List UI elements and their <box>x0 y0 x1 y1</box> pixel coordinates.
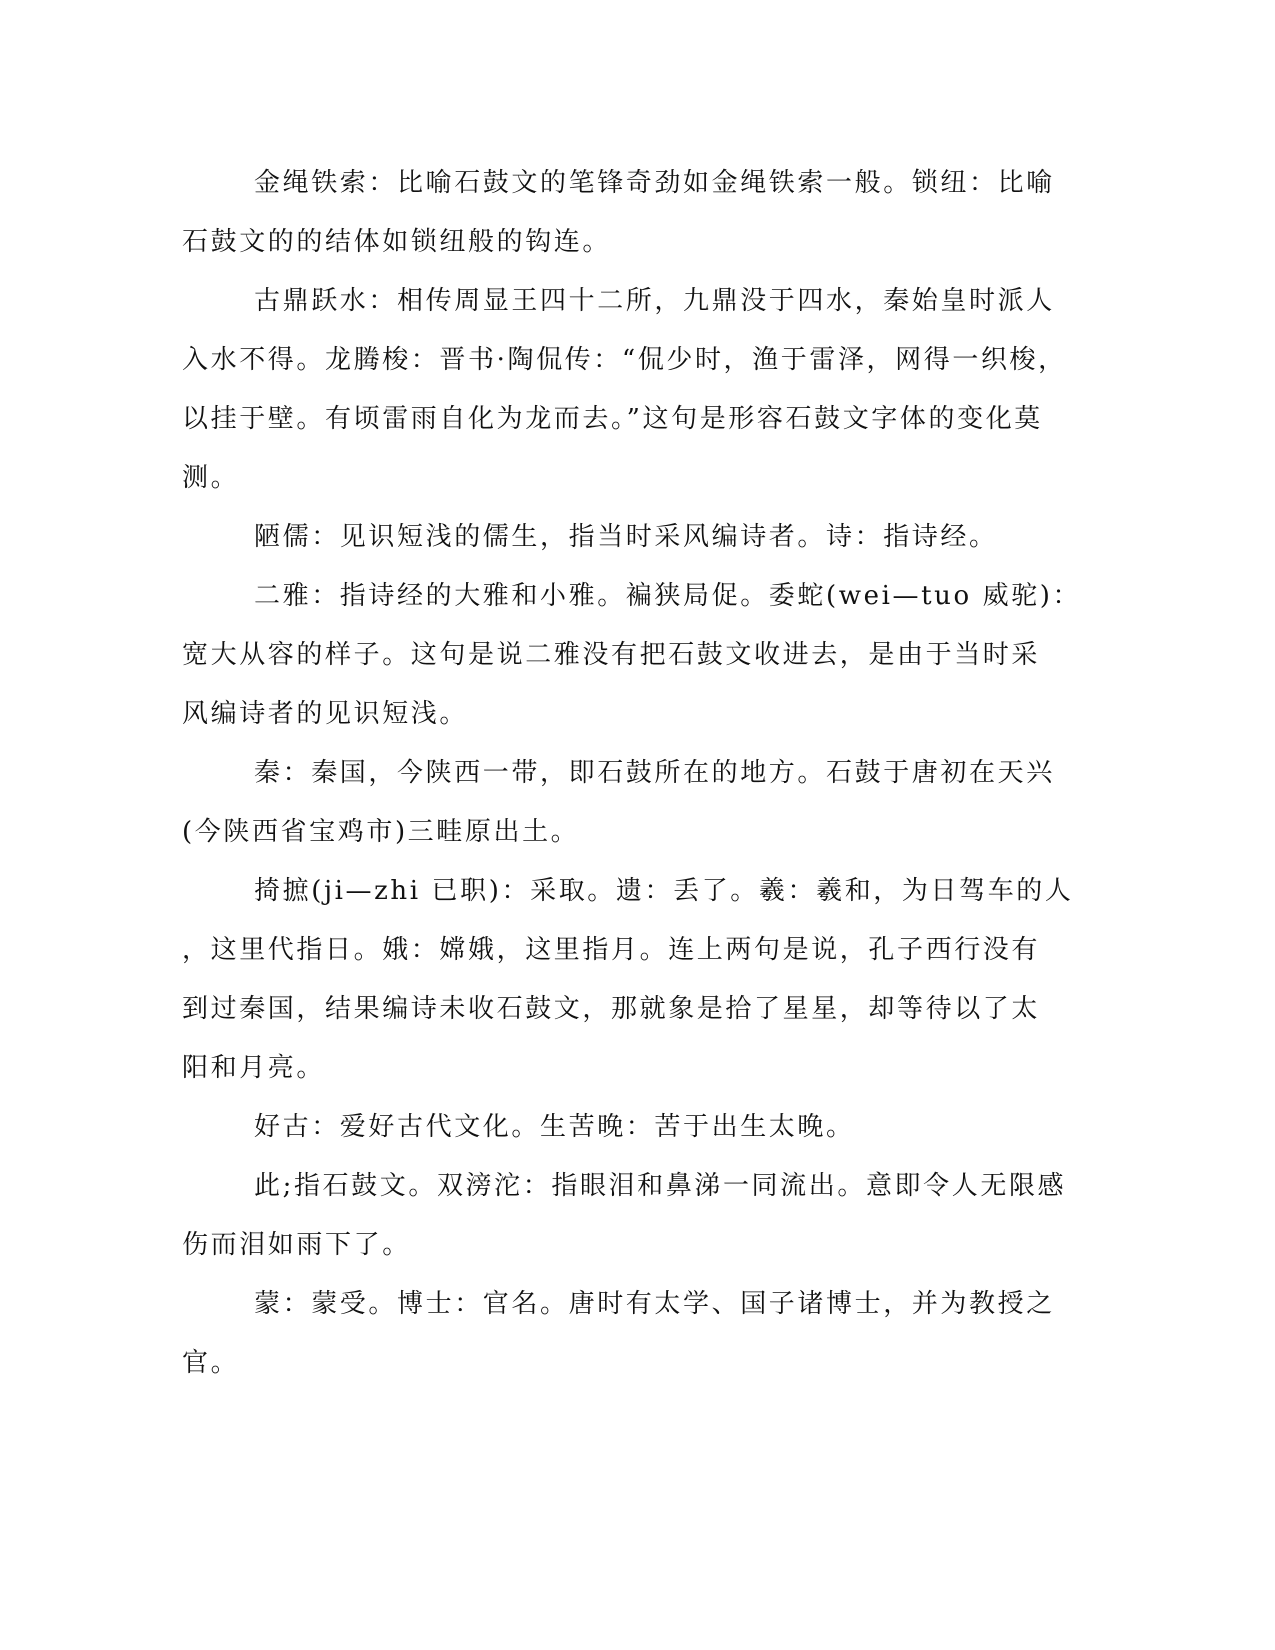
text-line: 宽大从容的样子。这句是说二雅没有把石鼓文收进去，是由于当时采 <box>182 640 1041 670</box>
text-line: 伤而泪如雨下了。 <box>182 1230 411 1260</box>
text-line: 官。 <box>182 1348 240 1378</box>
text-line: 蒙：蒙受。博士：官名。唐时有太学、国子诸博士，并为教授之 <box>254 1289 1055 1319</box>
body-text <box>182 154 1082 1393</box>
text-line: 秦：秦国，今陕西一带，即石鼓所在的地方。石鼓于唐初在天兴 <box>254 758 1055 788</box>
text-line: 陋儒：见识短浅的儒生，指当时采风编诗者。诗：指诗经。 <box>254 522 998 552</box>
text-line: (今陕西省宝鸡市)三畦原出土。 <box>182 817 580 847</box>
text-line: 石鼓文的的结体如锁纽般的钩连。 <box>182 227 612 257</box>
text-line: 入水不得。龙腾梭：晋书·陶侃传：“侃少时，渔于雷泽，网得一织梭， <box>182 345 1067 375</box>
text-line: 阳和月亮。 <box>182 1053 326 1083</box>
text-line: 金绳铁索：比喻石鼓文的笔锋奇劲如金绳铁索一般。锁纽：比喻 <box>254 168 1055 198</box>
text-line: 测。 <box>182 463 240 493</box>
text-line: 二雅：指诗经的大雅和小雅。褊狭局促。委蛇(wei—tuo 威驼)： <box>254 581 1082 611</box>
text-line: 风编诗者的见识短浅。 <box>182 699 469 729</box>
text-line: 古鼎跃水：相传周显王四十二所，九鼎没于四水，秦始皇时派人 <box>254 286 1055 316</box>
text-line: 以挂于壁。有顷雷雨自化为龙而去。”这句是形容石鼓文字体的变化莫 <box>182 404 1043 434</box>
text-line: 好古：爱好古代文化。生苦晚：苦于出生太晚。 <box>254 1112 855 1142</box>
text-line: 此;指石鼓文。双滂沱：指眼泪和鼻涕一同流出。意即令人无限感 <box>254 1171 1067 1201</box>
text-line: ，这里代指日。娥：嫦娥，这里指月。连上两句是说，孔子西行没有 <box>182 935 1041 965</box>
text-line: 掎摭(ji—zhi 已职)：采取。遗：丢了。羲：羲和，为日驾车的人 <box>254 876 1074 906</box>
text-line: 到过秦国，结果编诗未收石鼓文，那就象是拾了星星，却等待以了太 <box>182 994 1041 1024</box>
